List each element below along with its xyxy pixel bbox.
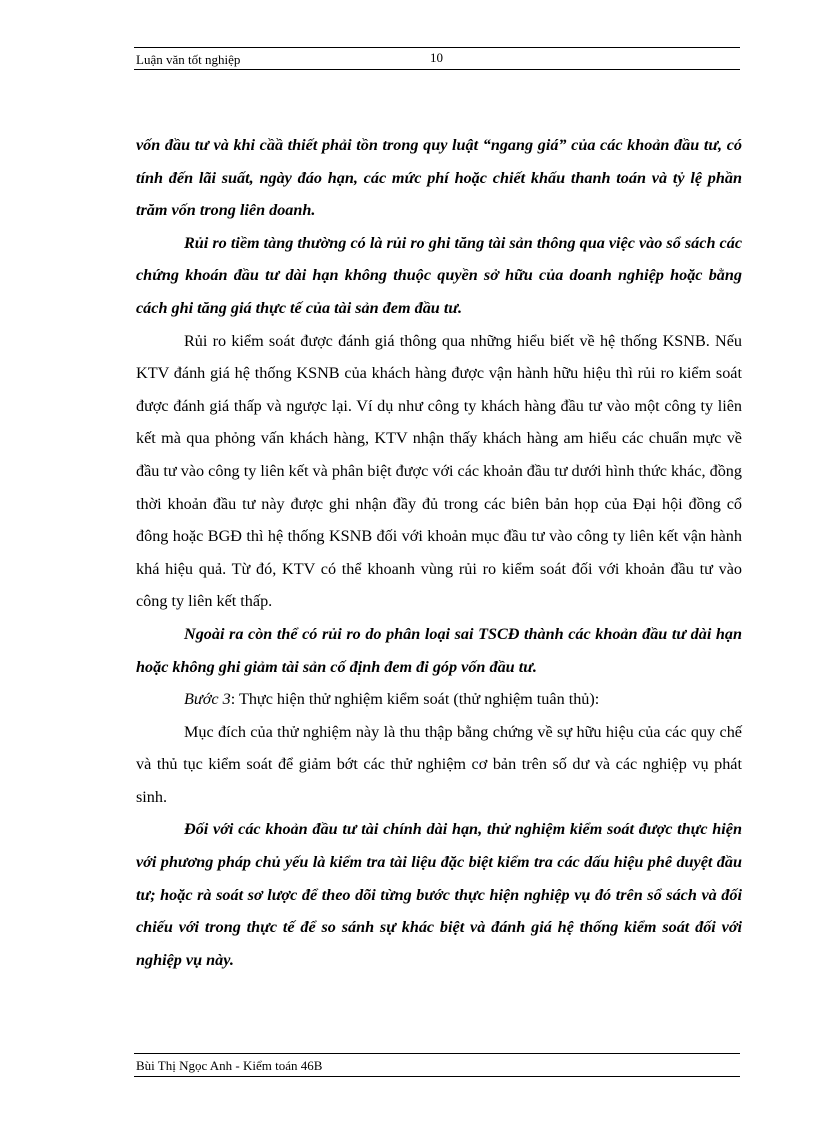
footer-top-rule: [134, 1053, 740, 1054]
paragraph-1: vốn đầu tư và khi cầầ thiết phải tồn trong quy luật “ngang giá” của các khoản đầu tư, có tính đến lãi suất, ngày đáo hạn, các mức phí hoặc chiết khấu thanh toán và tỷ lệ phần trăm vốn trong liên doanh.: [136, 136, 742, 220]
paragraph-5: [136, 683, 742, 716]
header-bottom-rule: [134, 69, 740, 70]
paragraph-3: Rủi ro kiểm soát được đánh giá thông qua những hiểu biết về hệ thống KSNB. Nếu KTV đánh giá hệ thống KSNB của khách hàng được vận hành hữu hiệu thì rủi ro kiểm soát được đánh giá thấp và ngược lại. Ví dụ như công ty khách hàng đầu tư vào một công ty liên kết mà qua phỏng vấn khách hàng, KTV nhận thấy khách hàng am hiểu các chuẩn mực về đầu tư vào công ty liên kết và phân biệt được với các khoản đầu tư dưới hình thức khác, đồng thời khoản đầu tư này được ghi nhận đầy đủ trong các biên bản họp của Đại hội đồng cổ đông hoặc BGĐ thì hệ thống KSNB đối với khoản mục đầu tư vào công ty liên kết vận hành khá hiệu quả. Từ đó, KTV có thể khoanh vùng rủi ro kiểm soát đối với khoản đầu tư vào công ty liên kết thấp.: [136, 331, 742, 611]
paragraph-2: Rủi ro tiềm tàng thường có là rủi ro ghi tăng tài sản thông qua việc vào sổ sách các chứng khoán đầu tư dài hạn không thuộc quyền sở hữu của doanh nghiệp hoặc bằng cách ghi tăng giá thực tế của tài sản đem đầu tư.: [136, 233, 742, 317]
page-number: 10: [430, 50, 443, 65]
paragraph-7: Đối với các khoản đầu tư tài chính dài hạn, thử nghiệm kiểm soát được thực hiện với phương pháp chủ yếu là kiểm tra tài liệu đặc biệt kiểm tra các dấu hiệu phê duyệt đầu tư; hoặc rà soát sơ lược để theo dõi từng bước thực hiện nghiệp vụ đó trên sổ sách và đối chiếu với trong thực tế để so sánh sự khác biệt và đánh giá hệ thống kiểm soát đối với nghiệp vụ này.: [136, 820, 742, 969]
header-top-rule: [134, 47, 740, 48]
paragraph-4: Ngoài ra còn thể có rủi ro do phân loại sai TSCĐ thành các khoản đầu tư dài hạn hoặc không ghi giảm tài sản cố định đem đi góp vốn đầu tư.: [136, 624, 742, 676]
paragraph-6: Mục đích của thử nghiệm này là thu thập bằng chứng về sự hữu hiệu của các quy chế và thủ tục kiểm soát để giảm bớt các thử nghiệm cơ bản trên số dư và các nghiệp vụ phát sinh.: [136, 722, 742, 806]
document-body: [136, 129, 742, 976]
step-label: Bước 3: [184, 690, 231, 709]
step-text: : Thực hiện thử nghiệm kiểm soát (thử nghiệm tuân thủ):: [230, 690, 600, 709]
header-title: Luận văn tốt nghiệp: [136, 52, 241, 67]
footer-author: Bùi Thị Ngọc Anh - Kiểm toán 46B: [136, 1058, 323, 1073]
footer-bottom-rule: [134, 1076, 740, 1077]
